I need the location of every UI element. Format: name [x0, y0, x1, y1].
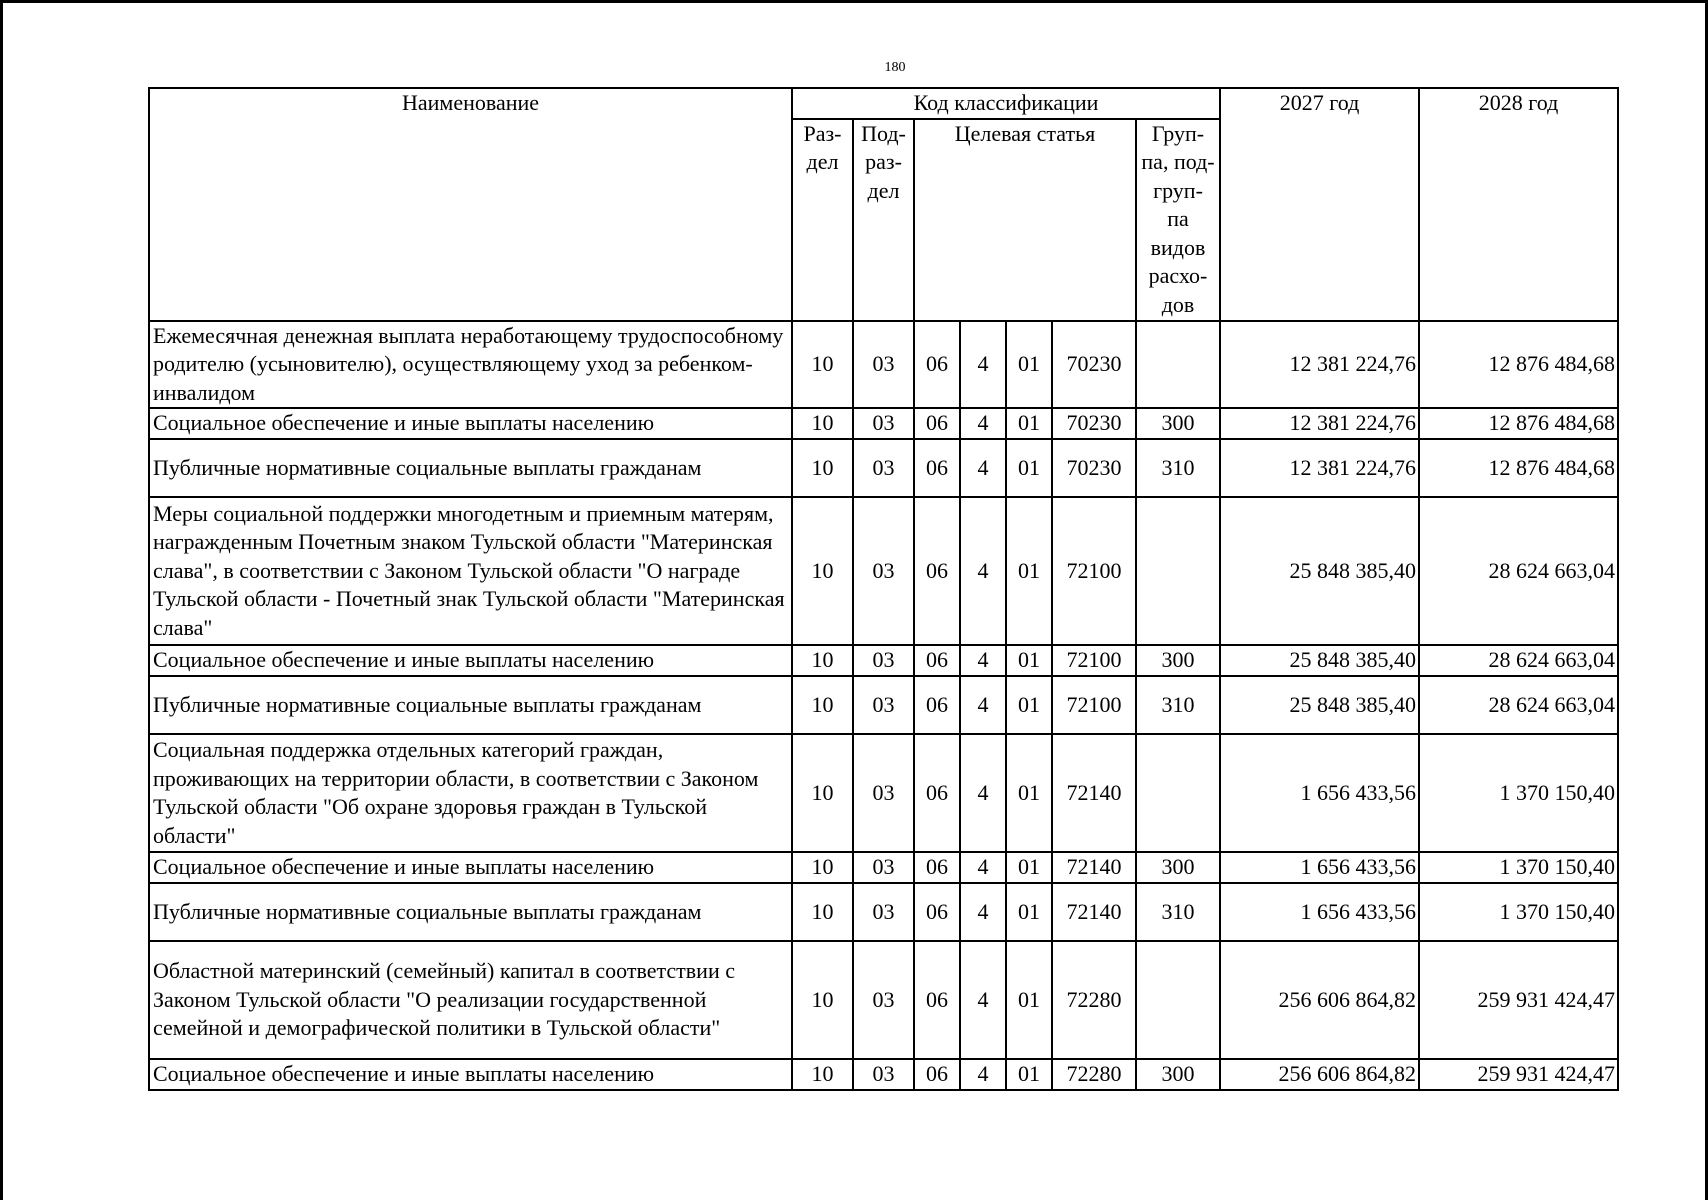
row-amount-2028: 1 370 150,40 [1419, 734, 1618, 852]
row-name: Публичные нормативные социальные выплаты гражданам [149, 439, 792, 497]
row-complex-code: 01 [1006, 734, 1052, 852]
row-name: Социальное обеспечение и иные выплаты населению [149, 408, 792, 439]
table-row [149, 883, 1618, 941]
row-expense-group [1136, 497, 1220, 645]
row-complex-code: 01 [1006, 941, 1052, 1059]
row-name: Социальное обеспечение и иные выплаты населению [149, 645, 792, 676]
row-expense-group [1136, 734, 1220, 852]
row-name: Ежемесячная денежная выплата неработающему трудоспособному родителю (усыновителю), осуществляющему уход за ребенком-инвалидом [149, 321, 792, 409]
row-program-code: 06 [914, 408, 960, 439]
row-type-code: 4 [960, 676, 1006, 734]
row-direction-code: 72140 [1052, 734, 1136, 852]
row-program-code: 06 [914, 883, 960, 941]
table-row [149, 408, 1618, 439]
table-row [149, 1059, 1618, 1090]
row-direction-code: 70230 [1052, 408, 1136, 439]
row-complex-code: 01 [1006, 1059, 1052, 1090]
row-program-code: 06 [914, 645, 960, 676]
row-razdel: 10 [792, 676, 853, 734]
row-amount-2028: 28 624 663,04 [1419, 497, 1618, 645]
row-razdel: 10 [792, 408, 853, 439]
row-direction-code: 72100 [1052, 676, 1136, 734]
header-expense-group: Груп- па, под- груп- па видов расхо- дов [1136, 119, 1220, 321]
row-type-code: 4 [960, 734, 1006, 852]
row-podrazdel: 03 [853, 734, 914, 852]
row-name: Публичные нормативные социальные выплаты гражданам [149, 883, 792, 941]
row-podrazdel: 03 [853, 497, 914, 645]
row-amount-2028: 12 876 484,68 [1419, 321, 1618, 409]
table-row [149, 852, 1618, 883]
row-expense-group: 300 [1136, 852, 1220, 883]
row-razdel: 10 [792, 852, 853, 883]
row-program-code: 06 [914, 321, 960, 409]
row-complex-code: 01 [1006, 645, 1052, 676]
row-type-code: 4 [960, 439, 1006, 497]
table-row [149, 676, 1618, 734]
row-program-code: 06 [914, 1059, 960, 1090]
row-type-code: 4 [960, 645, 1006, 676]
row-expense-group: 310 [1136, 439, 1220, 497]
row-direction-code: 72280 [1052, 941, 1136, 1059]
row-type-code: 4 [960, 1059, 1006, 1090]
row-direction-code: 72280 [1052, 1059, 1136, 1090]
row-expense-group: 300 [1136, 645, 1220, 676]
row-expense-group: 300 [1136, 408, 1220, 439]
header-name: Наименование [149, 88, 792, 321]
row-amount-2028: 259 931 424,47 [1419, 1059, 1618, 1090]
row-podrazdel: 03 [853, 439, 914, 497]
header-target-article: Целевая статья [914, 119, 1136, 321]
row-amount-2028: 12 876 484,68 [1419, 439, 1618, 497]
row-type-code: 4 [960, 497, 1006, 645]
table-header [149, 88, 1618, 321]
row-razdel: 10 [792, 734, 853, 852]
table-body [149, 321, 1618, 1091]
row-direction-code: 72100 [1052, 645, 1136, 676]
row-amount-2027: 25 848 385,40 [1220, 676, 1419, 734]
row-podrazdel: 03 [853, 408, 914, 439]
row-podrazdel: 03 [853, 1059, 914, 1090]
row-amount-2027: 12 381 224,76 [1220, 408, 1419, 439]
row-amount-2028: 28 624 663,04 [1419, 645, 1618, 676]
row-podrazdel: 03 [853, 941, 914, 1059]
row-amount-2027: 256 606 864,82 [1220, 941, 1419, 1059]
row-type-code: 4 [960, 408, 1006, 439]
row-complex-code: 01 [1006, 852, 1052, 883]
page-border-top [0, 0, 1708, 3]
row-expense-group: 300 [1136, 1059, 1220, 1090]
row-amount-2027: 1 656 433,56 [1220, 734, 1419, 852]
row-direction-code: 72100 [1052, 497, 1136, 645]
row-amount-2027: 25 848 385,40 [1220, 645, 1419, 676]
row-direction-code: 70230 [1052, 439, 1136, 497]
table-row [149, 734, 1618, 852]
budget-table [148, 87, 1619, 1091]
table-row [149, 439, 1618, 497]
header-classification-code: Код классификации [792, 88, 1220, 119]
row-amount-2028: 1 370 150,40 [1419, 852, 1618, 883]
row-program-code: 06 [914, 676, 960, 734]
row-expense-group: 310 [1136, 676, 1220, 734]
row-expense-group: 310 [1136, 883, 1220, 941]
row-expense-group [1136, 941, 1220, 1059]
page-number: 180 [884, 60, 906, 75]
row-expense-group [1136, 321, 1220, 409]
row-complex-code: 01 [1006, 676, 1052, 734]
header-year-2028: 2028 год [1419, 88, 1618, 321]
row-podrazdel: 03 [853, 883, 914, 941]
row-razdel: 10 [792, 497, 853, 645]
row-complex-code: 01 [1006, 408, 1052, 439]
row-razdel: 10 [792, 321, 853, 409]
table-row [149, 497, 1618, 645]
row-razdel: 10 [792, 883, 853, 941]
row-type-code: 4 [960, 941, 1006, 1059]
row-amount-2028: 12 876 484,68 [1419, 408, 1618, 439]
row-podrazdel: 03 [853, 321, 914, 409]
row-podrazdel: 03 [853, 676, 914, 734]
row-podrazdel: 03 [853, 645, 914, 676]
row-amount-2028: 28 624 663,04 [1419, 676, 1618, 734]
row-name: Меры социальной поддержки многодетным и приемным матерям, награжденным Почетным знаком Тульской области "Материнская слава", в соответствии с Законом Тульской области "О награде Тульской области - Почетный знак Тульской области "Материнская слава" [149, 497, 792, 645]
row-amount-2028: 1 370 150,40 [1419, 883, 1618, 941]
table-row [149, 645, 1618, 676]
row-program-code: 06 [914, 734, 960, 852]
row-name: Социальное обеспечение и иные выплаты населению [149, 852, 792, 883]
row-program-code: 06 [914, 439, 960, 497]
row-complex-code: 01 [1006, 439, 1052, 497]
header-razdel: Раз- дел [792, 119, 853, 321]
header-podrazdel: Под- раз- дел [853, 119, 914, 321]
row-razdel: 10 [792, 439, 853, 497]
row-razdel: 10 [792, 645, 853, 676]
row-name: Социальная поддержка отдельных категорий граждан, проживающих на территории области, в соответствии с Законом Тульской области "Об охране здоровья граждан в Тульской области" [149, 734, 792, 852]
row-razdel: 10 [792, 941, 853, 1059]
row-amount-2027: 1 656 433,56 [1220, 852, 1419, 883]
row-complex-code: 01 [1006, 883, 1052, 941]
table-row [149, 321, 1618, 409]
row-amount-2027: 256 606 864,82 [1220, 1059, 1419, 1090]
table-row [149, 941, 1618, 1059]
page-border-left [0, 0, 3, 1200]
row-razdel: 10 [792, 1059, 853, 1090]
row-type-code: 4 [960, 321, 1006, 409]
row-type-code: 4 [960, 883, 1006, 941]
row-amount-2027: 25 848 385,40 [1220, 497, 1419, 645]
row-name: Областной материнский (семейный) капитал в соответствии с Законом Тульской области "О реализации государственной семейной и демографической политики в Тульской области" [149, 941, 792, 1059]
row-program-code: 06 [914, 497, 960, 645]
row-complex-code: 01 [1006, 321, 1052, 409]
row-amount-2028: 259 931 424,47 [1419, 941, 1618, 1059]
row-type-code: 4 [960, 852, 1006, 883]
row-direction-code: 72140 [1052, 883, 1136, 941]
row-direction-code: 72140 [1052, 852, 1136, 883]
row-program-code: 06 [914, 852, 960, 883]
row-complex-code: 01 [1006, 497, 1052, 645]
row-amount-2027: 1 656 433,56 [1220, 883, 1419, 941]
row-name: Публичные нормативные социальные выплаты гражданам [149, 676, 792, 734]
row-name: Социальное обеспечение и иные выплаты населению [149, 1059, 792, 1090]
row-amount-2027: 12 381 224,76 [1220, 321, 1419, 409]
header-year-2027: 2027 год [1220, 88, 1419, 321]
row-podrazdel: 03 [853, 852, 914, 883]
row-direction-code: 70230 [1052, 321, 1136, 409]
row-amount-2027: 12 381 224,76 [1220, 439, 1419, 497]
row-program-code: 06 [914, 941, 960, 1059]
